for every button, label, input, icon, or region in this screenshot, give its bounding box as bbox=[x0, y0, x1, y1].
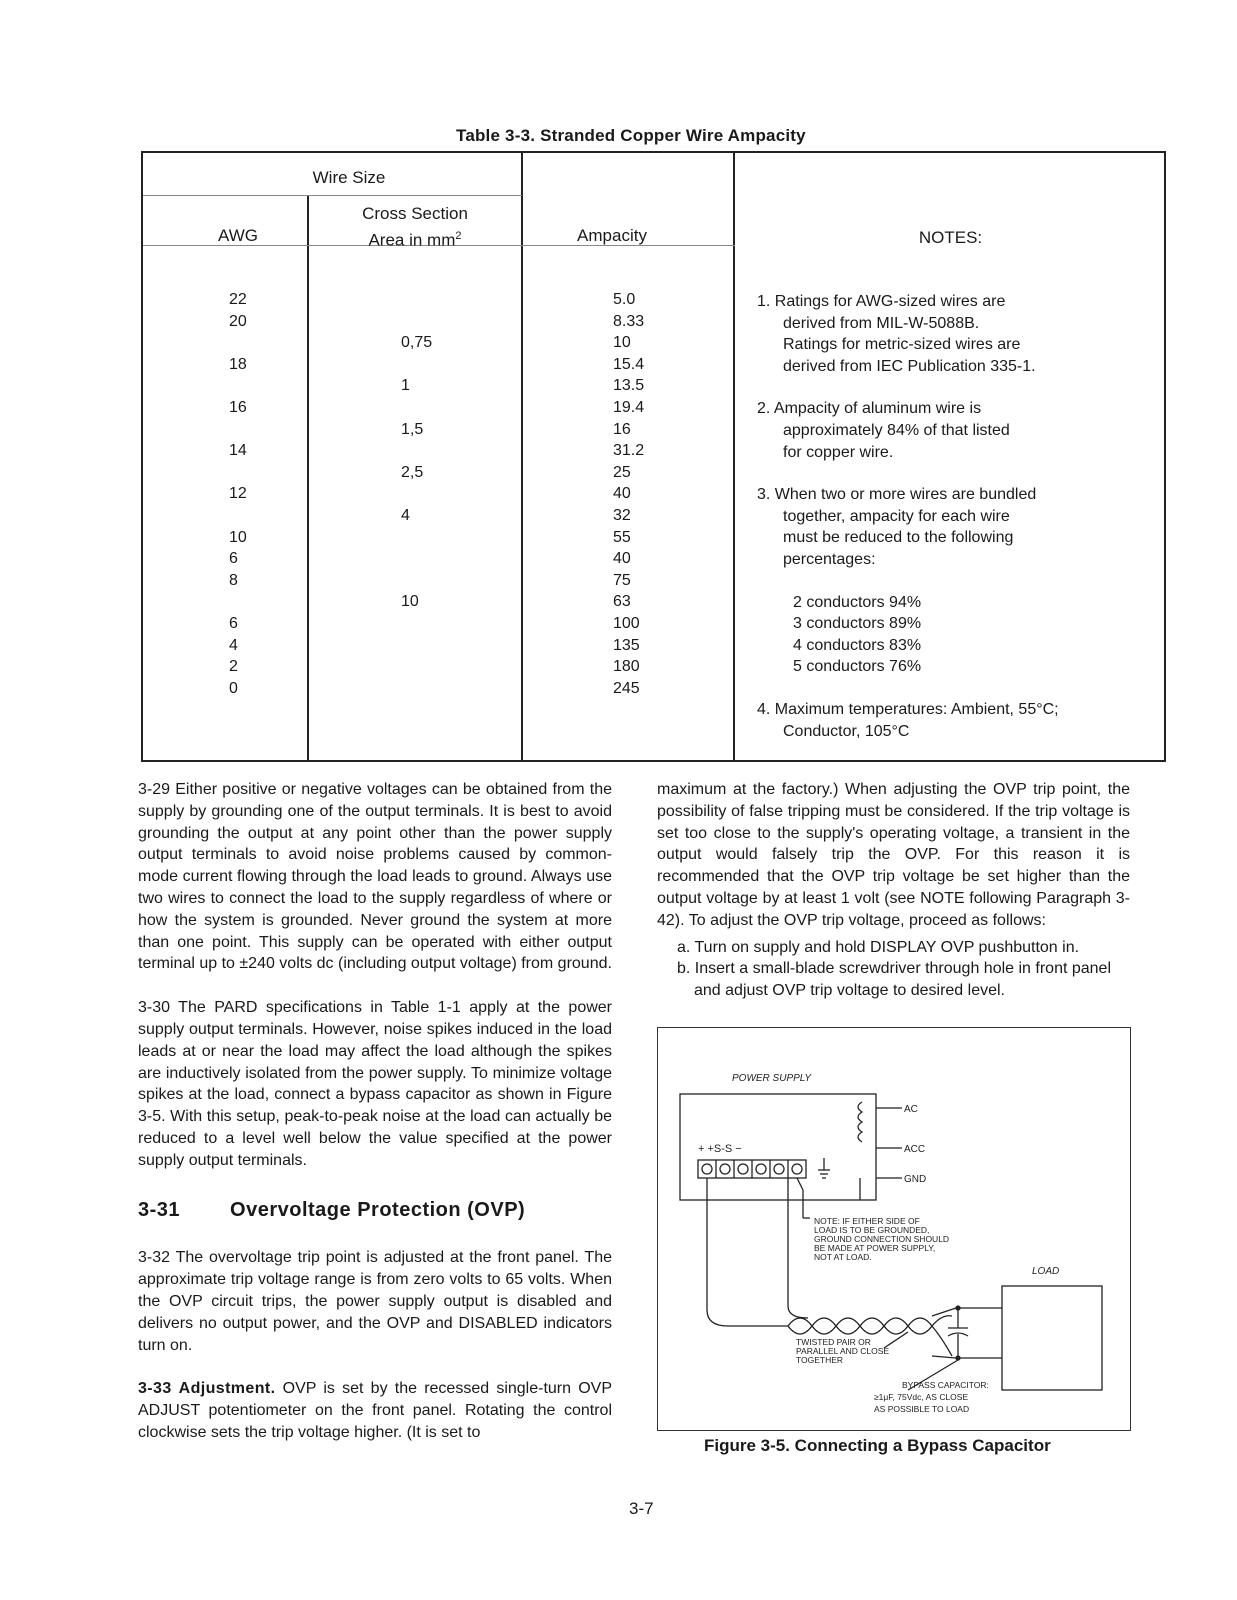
table-cell-amp: 8.33 bbox=[613, 312, 645, 330]
awg-column bbox=[229, 289, 247, 699]
table-cell-awg bbox=[229, 505, 247, 527]
table-cell-awg: 16 bbox=[229, 398, 247, 416]
step-b: b. Insert a small-blade screwdriver through hole in front panel bbox=[677, 960, 1111, 978]
table-cell-cross bbox=[401, 678, 432, 700]
header-notes: NOTES: bbox=[918, 228, 983, 247]
table-cell-cross: 4 bbox=[401, 506, 410, 524]
right-column bbox=[657, 779, 1130, 1002]
table-cell-cross bbox=[401, 635, 432, 657]
table-cell-amp: 25 bbox=[613, 463, 631, 481]
step-b-continued: and adjust OVP trip voltage to desired level. bbox=[694, 982, 1005, 1000]
ac-label: AC bbox=[904, 1104, 918, 1115]
figure-caption: Figure 3-5. Connecting a Bypass Capacitor bbox=[704, 1436, 1051, 1455]
note-line-3: GROUND CONNECTION SHOULD bbox=[814, 1234, 950, 1244]
twisted-line-2: PARALLEL AND CLOSE bbox=[796, 1346, 890, 1356]
page-number: 3-7 bbox=[629, 1499, 654, 1518]
note-line-2: LOAD IS TO BE GROUNDED, bbox=[814, 1225, 930, 1235]
table-cell-cross bbox=[401, 527, 432, 549]
table-cell-cross: 1 bbox=[401, 377, 410, 395]
table-cell-cross bbox=[401, 548, 432, 570]
bypass-capacitor-diagram bbox=[658, 1028, 1130, 1430]
table-cell-awg: 20 bbox=[229, 312, 247, 330]
table-cell-amp: 13.5 bbox=[613, 377, 645, 395]
table-cell-cross bbox=[401, 311, 432, 333]
paragraph-3-30: 3-30 The PARD specifications in Table 1-1 apply at the power supply output terminals. However, noise spikes induced in the load leads at or near the load may affect the load although the spikes are inductively isolated from the power supply. To minimize voltage spikes at the load, connect a bypass capacitor as shown in Figure 3-5. With this setup, peak-to-peak noise at the load can actually be reduced to a level well below the value specified at the power supply output terminals. bbox=[138, 999, 612, 1169]
table-cell-amp: 245 bbox=[613, 679, 640, 697]
table-cell-cross: 10 bbox=[401, 593, 419, 611]
table-cell-cross bbox=[401, 397, 432, 419]
table-cell-awg: 12 bbox=[229, 485, 247, 503]
table-notes: 1. Ratings for AWG-sized wires are derived from MIL-W-5088B. Ratings for metric-sized wires are derived from IEC Publication 335-1. 2. Ampacity of aluminum wire is approximately 84% of that listed for copper wire. 3. When two or more wires are bundled together, ampacity for each wire must be reduced to the following percentages: 2 conductors 94% 3 conductors 89% 4 conductors 83% 5 conductors 76% 4. Maximum temperatures: Ambient, 55°C; Conductor, 105°C bbox=[757, 293, 1059, 740]
table-cell-amp: 16 bbox=[613, 420, 631, 438]
twisted-line-3: TOGETHER bbox=[796, 1355, 844, 1365]
table-cell-cross bbox=[401, 613, 432, 635]
table-cell-awg: 2 bbox=[229, 658, 238, 676]
table-cell-awg: 14 bbox=[229, 442, 247, 460]
ampacity-table bbox=[141, 151, 1166, 762]
paragraph-3-29: 3-29 Either positive or negative voltages can be obtained from the supply by grounding one of the output terminals. It is best to avoid grounding the output at any point other than the power supply output terminals to avoid noise problems caused by common-mode current flowing through the load leads to ground. Always use two wires to connect the load to the supply regardless of where or how the system is grounded. Never ground the system at more than one point. This supply can be operated with either output terminal up to ±240 volts dc (including output voltage) from ground. bbox=[138, 781, 612, 973]
step-a: a. Turn on supply and hold DISPLAY OVP pushbutton in. bbox=[677, 938, 1080, 956]
table-cell-awg: 18 bbox=[229, 355, 247, 373]
table-cell-amp: 75 bbox=[613, 571, 631, 589]
header-ampacity: Ampacity bbox=[577, 226, 647, 245]
table-cell-awg: 0 bbox=[229, 679, 238, 697]
table-cell-awg: 6 bbox=[229, 550, 238, 568]
acc-label: ACC bbox=[904, 1144, 926, 1155]
header-divider-wire-size bbox=[143, 195, 522, 196]
note-line-5: NOT AT LOAD. bbox=[814, 1252, 872, 1262]
table-cell-amp: 31.2 bbox=[613, 442, 645, 460]
col-divider-awg bbox=[307, 195, 309, 762]
table-cell-awg bbox=[229, 419, 247, 441]
table-cell-amp: 180 bbox=[613, 658, 640, 676]
terminal-labels: + +S-S − bbox=[698, 1143, 742, 1155]
table-title: Table 3-3. Stranded Copper Wire Ampacity bbox=[456, 126, 806, 145]
table-cell-awg: 10 bbox=[229, 528, 247, 546]
table-cell-awg bbox=[229, 375, 247, 397]
section-heading-3-31: 3-31 Overvoltage Protection (OVP) bbox=[138, 1198, 526, 1221]
table-cell-amp: 5.0 bbox=[613, 291, 636, 308]
table-cell-amp: 100 bbox=[613, 614, 640, 632]
table-cell-cross bbox=[401, 570, 432, 592]
table-cell-cross bbox=[401, 656, 432, 678]
bypass-line-2: ≥1μF, 75Vdc, AS CLOSE bbox=[874, 1392, 969, 1402]
table-cell-cross bbox=[401, 483, 432, 505]
table-cell-cross bbox=[401, 440, 432, 462]
table-cell-amp: 10 bbox=[613, 334, 631, 352]
bypass-line-3: AS POSSIBLE TO LOAD bbox=[874, 1404, 970, 1414]
load-label: LOAD bbox=[1032, 1266, 1060, 1277]
cross-section-column bbox=[401, 289, 432, 699]
table-cell-amp: 40 bbox=[613, 550, 631, 568]
table-cell-awg: 6 bbox=[229, 614, 238, 632]
gnd-label: GND bbox=[904, 1174, 927, 1185]
paragraph-3-32: 3-32 The overvoltage trip point is adjusted at the front panel. The approximate trip voltage range is from zero volts to 65 volts. When the OVP circuit trips, the power supply output is disabled and delivers no output power, and the OVP and DISABLED indicators turn on. bbox=[138, 1249, 612, 1354]
table-cell-amp: 32 bbox=[613, 506, 631, 524]
ampacity-column bbox=[613, 289, 644, 699]
table-cell-awg: 4 bbox=[229, 636, 238, 654]
paragraph-3-33: 3-33 Adjustment. OVP is set by the recessed single-turn OVP ADJUST potentiometer on the front panel. Rotating the control clockwise sets the trip voltage higher. (It is set to bbox=[138, 1380, 612, 1441]
bypass-line-1: BYPASS CAPACITOR: bbox=[902, 1380, 989, 1390]
load-box bbox=[1002, 1286, 1102, 1390]
table-cell-cross: 0,75 bbox=[401, 334, 433, 352]
twisted-line-1: TWISTED PAIR OR bbox=[796, 1337, 871, 1347]
table-cell-amp: 63 bbox=[613, 593, 631, 611]
table-cell-cross: 2,5 bbox=[401, 463, 424, 481]
figure-bypass-capacitor bbox=[657, 1027, 1131, 1431]
left-column bbox=[138, 779, 612, 1466]
table-cell-amp: 40 bbox=[613, 485, 631, 503]
table-cell-awg: 8 bbox=[229, 571, 238, 589]
header-wire-size: Wire Size bbox=[312, 168, 386, 187]
header-cross-section: Cross Section Area in $mm^2$ bbox=[362, 204, 468, 250]
header-awg: AWG bbox=[218, 226, 258, 245]
table-cell-awg: 22 bbox=[229, 291, 247, 308]
paragraph-ovp-continued: maximum at the factory.) When adjusting the OVP trip point, the possibility of false tripping must be considered. If the trip voltage is set too close to the supply's operating voltage, a transient in the output would falsely trip the OVP. For this reason it is recommended that the OVP trip voltage be set higher than the output voltage by at least 1 volt (see NOTE following Paragraph 3-42). To adjust the OVP trip voltage, proceed as follows: bbox=[657, 781, 1130, 929]
table-cell-awg bbox=[229, 462, 247, 484]
table-cell-cross: 1,5 bbox=[401, 420, 424, 438]
table-cell-amp: 19.4 bbox=[613, 398, 645, 416]
table-cell-amp: 55 bbox=[613, 528, 631, 546]
note-line-1: NOTE: IF EITHER SIDE OF bbox=[814, 1216, 920, 1226]
transformer-coil-icon bbox=[858, 1102, 862, 1142]
power-supply-label: POWER SUPPLY bbox=[732, 1073, 812, 1084]
table-cell-cross bbox=[401, 289, 432, 311]
table-cell-awg bbox=[229, 332, 247, 354]
table-cell-cross bbox=[401, 354, 432, 376]
table-cell-awg bbox=[229, 591, 247, 613]
table-cell-amp: 15.4 bbox=[613, 355, 645, 373]
table-cell-amp: 135 bbox=[613, 636, 640, 654]
note-line-4: BE MADE AT POWER SUPPLY, bbox=[814, 1243, 936, 1253]
